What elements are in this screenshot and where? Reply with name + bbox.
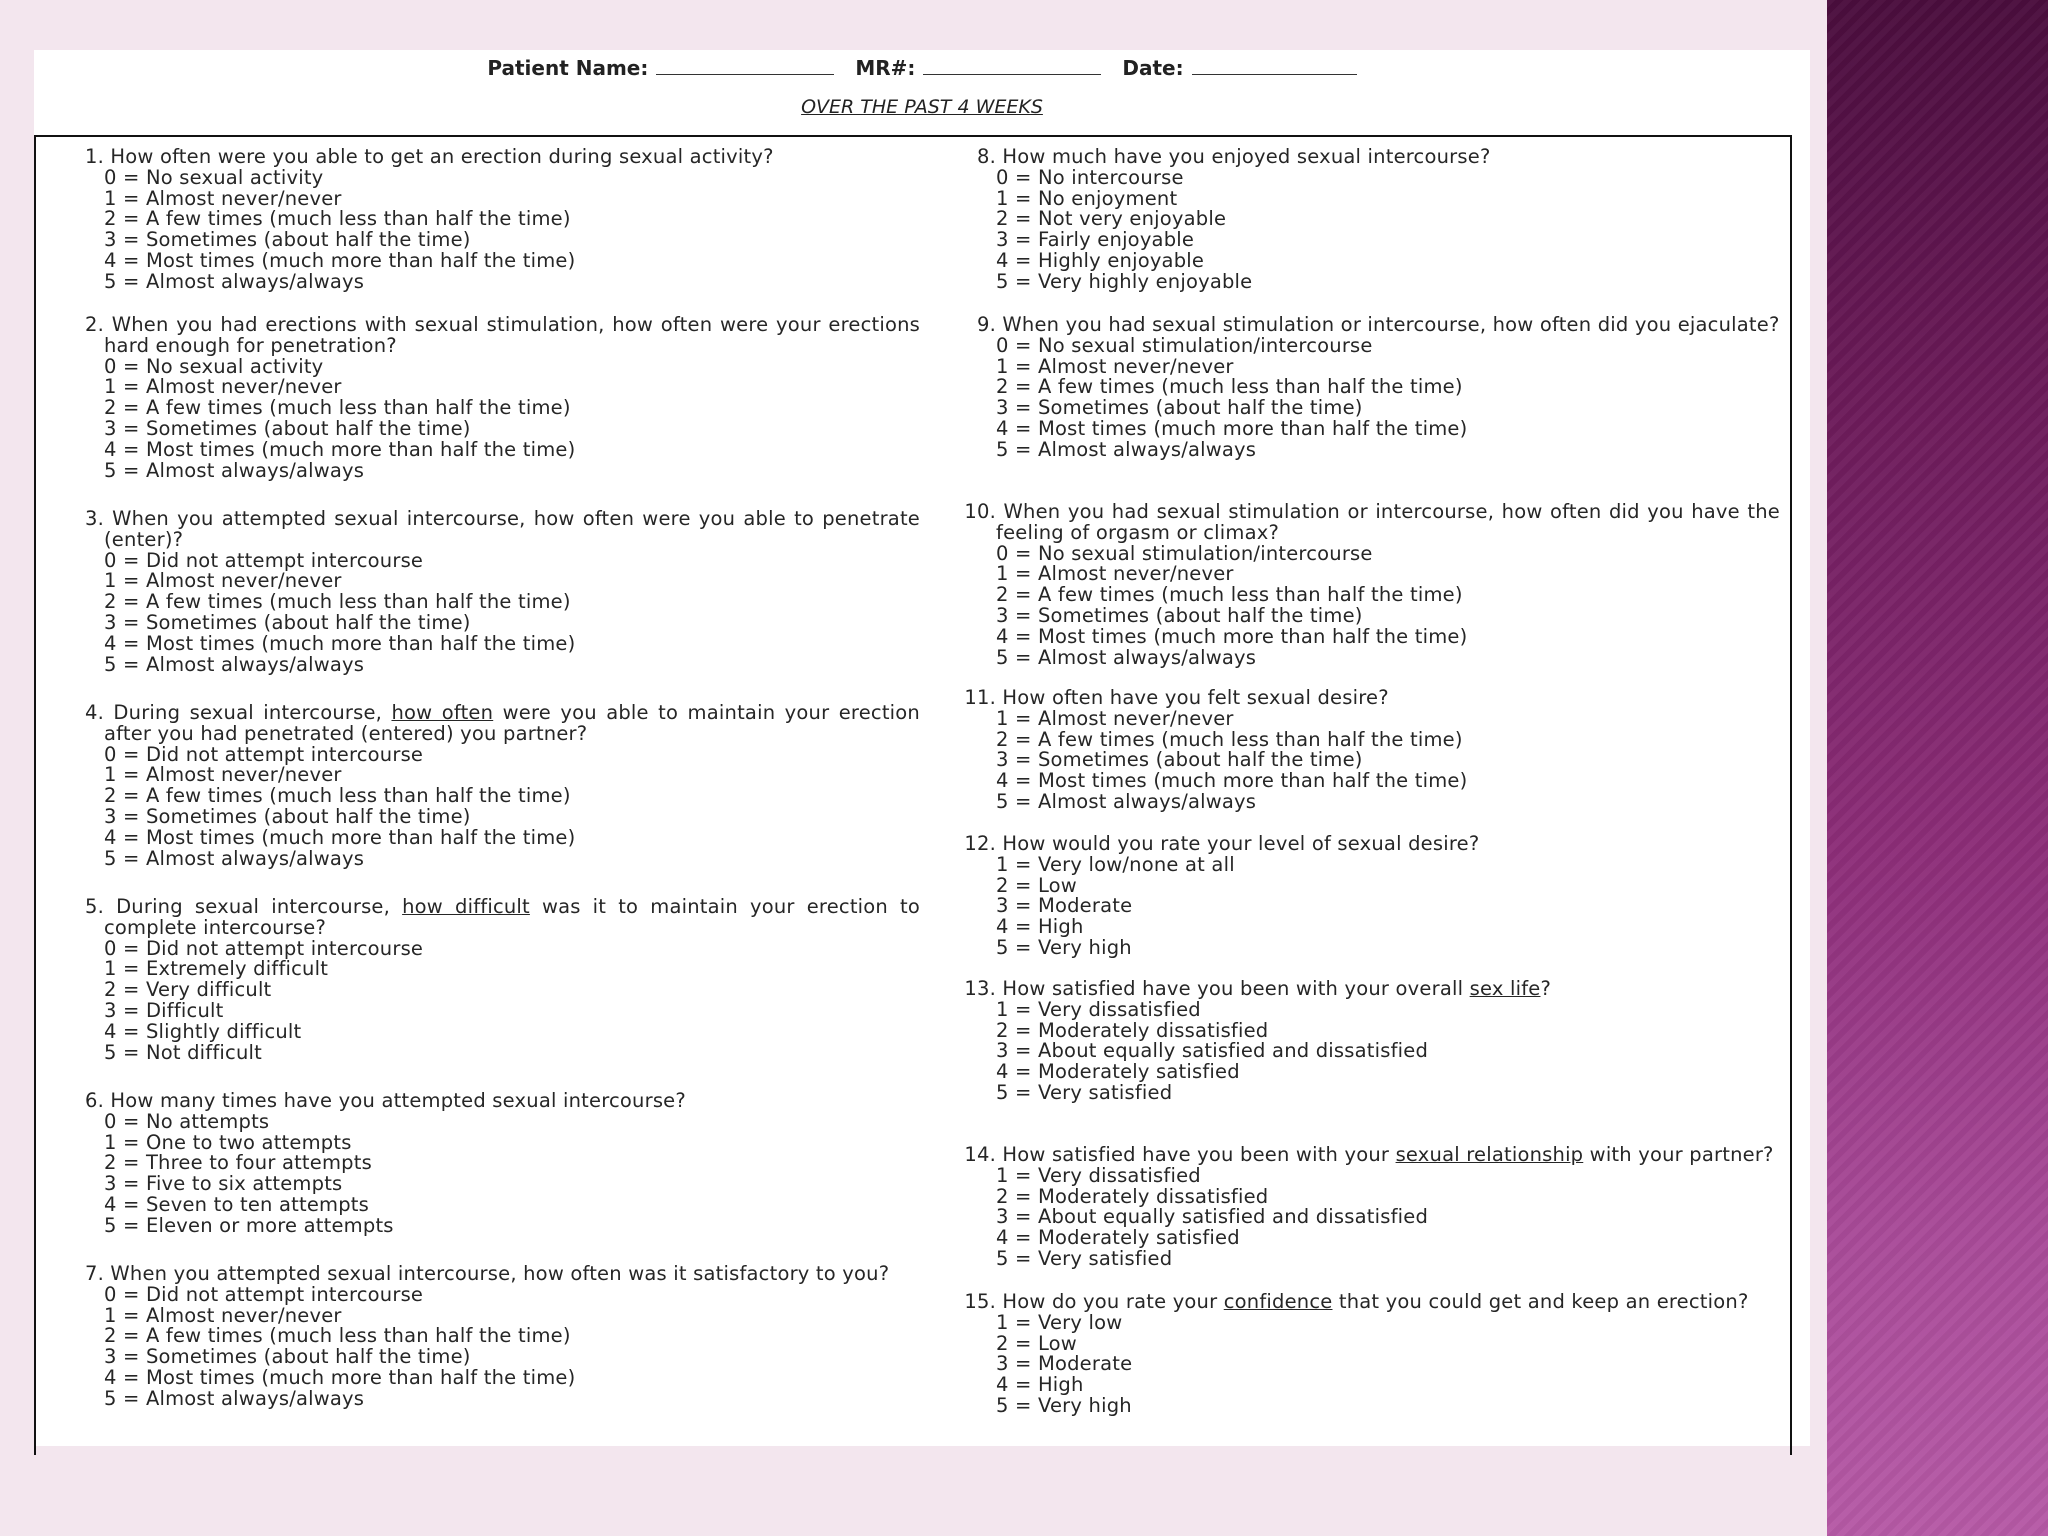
patient-header: [34, 56, 1810, 80]
answer-option[interactable]: 5 = Very satisfied: [996, 1246, 1173, 1270]
answer-options: [948, 706, 1780, 813]
question-text: [104, 315, 920, 357]
answer-option[interactable]: 3 = Moderate: [996, 894, 1133, 918]
answer-option[interactable]: 4 = Most times (much more than half the time): [104, 825, 576, 849]
answer-option[interactable]: 3 = Sometimes (about half the time): [104, 1345, 471, 1369]
answer-option[interactable]: 1 = Almost never/never: [104, 375, 342, 399]
question-number: 12.: [964, 832, 996, 855]
answer-option[interactable]: 2 = A few times (much less than half the time): [104, 590, 571, 614]
decorative-side-band: [1827, 0, 2048, 1536]
answer-option[interactable]: 4 = Most times (much more than half the time): [996, 769, 1468, 793]
question-text-part: When you attempted sexual intercourse, how often were you able to penetrate (enter)?: [104, 507, 921, 551]
answer-option[interactable]: 5 = Very satisfied: [996, 1080, 1173, 1104]
question-heading: [68, 897, 920, 939]
question-heading: [68, 1091, 920, 1112]
date-blank: [1192, 56, 1357, 75]
question-11: [948, 688, 1780, 813]
question-text: [104, 1091, 920, 1112]
patient-name-label: Patient Name:: [487, 56, 649, 80]
answer-option[interactable]: 2 = Three to four attempts: [104, 1151, 372, 1175]
answer-option[interactable]: 5 = Very highly enjoyable: [996, 269, 1253, 293]
answer-option[interactable]: 1 = Extremely difficult: [104, 957, 329, 981]
answer-option[interactable]: 2 = Low: [996, 1331, 1077, 1355]
question-8: [948, 147, 1780, 293]
answer-options: [68, 742, 920, 870]
answer-option[interactable]: 3 = Sometimes (about half the time): [104, 416, 471, 440]
answer-option[interactable]: 5 = Almost always/always: [104, 458, 365, 482]
answer-option[interactable]: 4 = Most times (much more than half the time): [104, 248, 576, 272]
question-text: [996, 688, 1780, 709]
answer-option[interactable]: 1 = Almost never/never: [104, 186, 342, 210]
answer-option[interactable]: 3 = Fairly enjoyable: [996, 228, 1195, 252]
answer-option[interactable]: 4 = Most times (much more than half the time): [996, 624, 1468, 648]
question-text-part: How many times have you attempted sexual intercourse?: [110, 1089, 686, 1112]
answer-option[interactable]: 2 = Not very enjoyable: [996, 207, 1227, 231]
answer-option[interactable]: 2 = A few times (much less than half the time): [996, 375, 1463, 399]
question-number: 2.: [84, 313, 104, 336]
question-heading: [948, 1145, 1780, 1166]
question-number: 4.: [84, 701, 104, 724]
question-heading: [68, 703, 920, 745]
patient-name-blank: [656, 56, 834, 75]
answer-option[interactable]: 0 = No intercourse: [996, 165, 1184, 189]
answer-option[interactable]: 2 = A few times (much less than half the time): [996, 583, 1463, 607]
question-heading: [948, 502, 1780, 544]
question-text-part: that you could get and keep an erection?: [1332, 1290, 1749, 1313]
answer-option[interactable]: 5 = Almost always/always: [104, 652, 365, 676]
question-10: [948, 502, 1780, 668]
question-3: [68, 509, 920, 675]
question-14: [948, 1145, 1780, 1270]
answer-option[interactable]: 2 = Low: [996, 873, 1077, 897]
question-text: [104, 897, 920, 939]
answer-option[interactable]: 1 = Almost never/never: [996, 562, 1234, 586]
question-heading: [948, 147, 1780, 168]
answer-options: [68, 548, 920, 676]
question-1: [68, 147, 920, 293]
answer-option[interactable]: 4 = Highly enjoyable: [996, 248, 1205, 272]
question-text: [996, 979, 1780, 1000]
question-text: [996, 834, 1780, 855]
question-text-part: How satisfied have you been with your overall: [1002, 977, 1470, 1000]
answer-option[interactable]: 4 = Moderately satisfied: [996, 1060, 1240, 1084]
question-number: 14.: [964, 1143, 996, 1166]
answer-options: [68, 354, 920, 482]
question-4: [68, 703, 920, 869]
question-13: [948, 979, 1780, 1104]
answer-option[interactable]: 2 = A few times (much less than half the time): [104, 784, 571, 808]
answer-option[interactable]: 3 = About equally satisfied and dissatisfied: [996, 1039, 1429, 1063]
answer-option[interactable]: 4 = Most times (much more than half the time): [996, 416, 1468, 440]
answer-option[interactable]: 2 = A few times (much less than half the time): [104, 207, 571, 231]
question-heading: [68, 1264, 920, 1285]
answer-option[interactable]: 2 = Moderately dissatisfied: [996, 1018, 1269, 1042]
answer-option[interactable]: 4 = Moderately satisfied: [996, 1226, 1240, 1250]
date-label: Date:: [1122, 56, 1184, 80]
question-text-part: with your partner?: [1583, 1143, 1774, 1166]
answer-option[interactable]: 2 = A few times (much less than half the time): [996, 727, 1463, 751]
question-heading: [948, 688, 1780, 709]
question-text-part: How would you rate your level of sexual desire?: [1002, 832, 1480, 855]
question-number: 13.: [964, 977, 996, 1000]
question-text-part: How often have you felt sexual desire?: [1002, 686, 1389, 709]
answer-option[interactable]: 5 = Almost always/always: [996, 789, 1257, 813]
answer-options: [948, 541, 1780, 669]
question-text-part: During sexual intercourse,: [113, 701, 392, 724]
question-2: [68, 315, 920, 481]
question-6: [68, 1091, 920, 1237]
answer-option[interactable]: 3 = Sometimes (about half the time): [104, 804, 471, 828]
answer-option[interactable]: 4 = High: [996, 915, 1084, 939]
answer-option[interactable]: 5 = Almost always/always: [104, 846, 365, 870]
question-text: [996, 1292, 1780, 1313]
question-text: [104, 147, 920, 168]
question-number: 3.: [84, 507, 104, 530]
question-emphasis: confidence: [1223, 1290, 1333, 1313]
answer-options: [68, 936, 920, 1064]
answer-options: [68, 165, 920, 293]
question-text-part: When you had sexual stimulation or intercourse, how often did you ejaculate?: [1002, 313, 1780, 336]
answer-option[interactable]: 4 = Seven to ten attempts: [104, 1192, 370, 1216]
question-15: [948, 1292, 1780, 1417]
answer-option[interactable]: 5 = Almost always/always: [996, 645, 1257, 669]
period-subtitle: OVER THE PAST 4 WEEKS: [801, 96, 1043, 118]
answer-option[interactable]: 4 = Most times (much more than half the time): [104, 1365, 576, 1389]
answer-option[interactable]: 5 = Eleven or more attempts: [104, 1213, 394, 1237]
answer-option[interactable]: 3 = Sometimes (about half the time): [104, 610, 471, 634]
question-number: 15.: [964, 1290, 996, 1313]
answer-option[interactable]: 0 = No sexual activity: [104, 165, 324, 189]
questionnaire-page: [34, 50, 1810, 1446]
answer-option[interactable]: 1 = Very dissatisfied: [996, 997, 1201, 1021]
answer-options: [68, 1282, 920, 1410]
answer-option[interactable]: 3 = Sometimes (about half the time): [996, 748, 1363, 772]
answer-option[interactable]: 0 = No sexual stimulation/intercourse: [996, 333, 1373, 357]
answer-options: [948, 1163, 1780, 1270]
answer-option[interactable]: 1 = Very low/none at all: [996, 852, 1235, 876]
answer-option[interactable]: 3 = Sometimes (about half the time): [996, 396, 1363, 420]
answer-option[interactable]: 5 = Almost always/always: [996, 437, 1257, 461]
answer-option[interactable]: 0 = No sexual stimulation/intercourse: [996, 541, 1373, 565]
mr-blank: [923, 56, 1101, 75]
answer-option[interactable]: 0 = No attempts: [104, 1109, 270, 1133]
answer-option[interactable]: 0 = Did not attempt intercourse: [104, 1282, 424, 1306]
question-text: [104, 1264, 920, 1285]
question-text-part: was it to maintain your erection to complete intercourse?: [104, 895, 921, 939]
answer-option[interactable]: 4 = High: [996, 1373, 1084, 1397]
question-heading: [68, 509, 920, 551]
question-heading: [948, 834, 1780, 855]
answer-option[interactable]: 4 = Slightly difficult: [104, 1019, 302, 1043]
question-text-part: were you able to maintain your erection after you had penetrated (entered) you partner?: [104, 701, 920, 745]
answer-option[interactable]: 1 = One to two attempts: [104, 1130, 352, 1154]
answer-option[interactable]: 1 = Almost never/never: [996, 354, 1234, 378]
question-heading: [68, 315, 920, 357]
answer-option[interactable]: 3 = Difficult: [104, 998, 224, 1022]
answer-option[interactable]: 2 = Moderately dissatisfied: [996, 1184, 1269, 1208]
answer-options: [948, 997, 1780, 1104]
answer-option[interactable]: 5 = Almost always/always: [104, 1386, 365, 1410]
answer-option[interactable]: 1 = Almost never/never: [104, 763, 342, 787]
question-text-part: When you had sexual stimulation or intercourse, how often did you have the feeling of orgasm or climax?: [996, 500, 1780, 544]
answer-option[interactable]: 3 = Five to six attempts: [104, 1172, 343, 1196]
question-number: 11.: [964, 686, 996, 709]
question-text-part: ?: [1540, 977, 1552, 1000]
answer-option[interactable]: 3 = Sometimes (about half the time): [104, 228, 471, 252]
answer-option[interactable]: 0 = Did not attempt intercourse: [104, 548, 424, 572]
question-text-part: When you attempted sexual intercourse, how often was it satisfactory to you?: [110, 1262, 890, 1285]
question-text-part: How do you rate your: [1002, 1290, 1224, 1313]
question-text-part: How much have you enjoyed sexual intercourse?: [1002, 145, 1491, 168]
question-heading: [948, 315, 1780, 336]
question-text: [996, 502, 1780, 544]
answer-option[interactable]: 5 = Not difficult: [104, 1040, 262, 1064]
question-emphasis: sexual relationship: [1395, 1143, 1584, 1166]
question-heading: [948, 1292, 1780, 1313]
question-number: 9.: [976, 313, 996, 336]
answer-option[interactable]: 4 = Most times (much more than half the time): [104, 437, 576, 461]
answer-options: [68, 1109, 920, 1237]
question-number: 6.: [84, 1089, 104, 1112]
question-5: [68, 897, 920, 1063]
answer-option[interactable]: 1 = Almost never/never: [104, 569, 342, 593]
question-emphasis: how difficult: [402, 895, 530, 918]
question-text-part: When you had erections with sexual stimulation, how often were your erections hard enough for penetration?: [104, 313, 921, 357]
answer-option[interactable]: 2 = Very difficult: [104, 978, 272, 1002]
question-heading: [68, 147, 920, 168]
answer-option[interactable]: 1 = No enjoyment: [996, 186, 1178, 210]
question-text: [104, 509, 920, 551]
mr-label: MR#:: [855, 56, 916, 80]
answer-option[interactable]: 5 = Very high: [996, 935, 1132, 959]
answer-option[interactable]: 1 = Very low: [996, 1310, 1123, 1334]
question-text: [996, 147, 1780, 168]
answer-option[interactable]: 0 = No sexual activity: [104, 354, 324, 378]
question-text-part: How often were you able to get an erection during sexual activity?: [110, 145, 774, 168]
question-heading: [948, 979, 1780, 1000]
question-number: 8.: [976, 145, 996, 168]
question-number: 10.: [964, 500, 996, 523]
answer-options: [948, 165, 1780, 293]
answer-option[interactable]: 2 = A few times (much less than half the time): [104, 1324, 571, 1348]
question-9: [948, 315, 1780, 461]
question-text: [996, 315, 1780, 336]
answer-options: [948, 852, 1780, 959]
answer-option[interactable]: 0 = Did not attempt intercourse: [104, 936, 424, 960]
answer-option[interactable]: 5 = Almost always/always: [104, 269, 365, 293]
answer-option[interactable]: 1 = Almost never/never: [104, 1303, 342, 1327]
answer-option[interactable]: 1 = Almost never/never: [996, 706, 1234, 730]
question-number: 1.: [84, 145, 104, 168]
answer-option[interactable]: 3 = Sometimes (about half the time): [996, 603, 1363, 627]
answer-option[interactable]: 3 = About equally satisfied and dissatisfied: [996, 1205, 1429, 1229]
answer-option[interactable]: 1 = Very dissatisfied: [996, 1163, 1201, 1187]
question-text-part: How satisfied have you been with your: [1002, 1143, 1396, 1166]
answer-option[interactable]: 0 = Did not attempt intercourse: [104, 742, 424, 766]
answer-option[interactable]: 5 = Very high: [996, 1393, 1132, 1417]
question-emphasis: how often: [391, 701, 494, 724]
question-text: [996, 1145, 1780, 1166]
question-7: [68, 1264, 920, 1410]
question-number: 5.: [84, 895, 104, 918]
questions-box: [34, 135, 1792, 1455]
answer-option[interactable]: 4 = Most times (much more than half the time): [104, 631, 576, 655]
question-text-part: During sexual intercourse,: [116, 895, 403, 918]
question-number: 7.: [84, 1262, 104, 1285]
question-emphasis: sex life: [1469, 977, 1541, 1000]
answer-option[interactable]: 2 = A few times (much less than half the time): [104, 396, 571, 420]
answer-options: [948, 333, 1780, 461]
answer-options: [948, 1310, 1780, 1417]
question-12: [948, 834, 1780, 959]
question-text: [104, 703, 920, 745]
answer-option[interactable]: 3 = Moderate: [996, 1352, 1133, 1376]
